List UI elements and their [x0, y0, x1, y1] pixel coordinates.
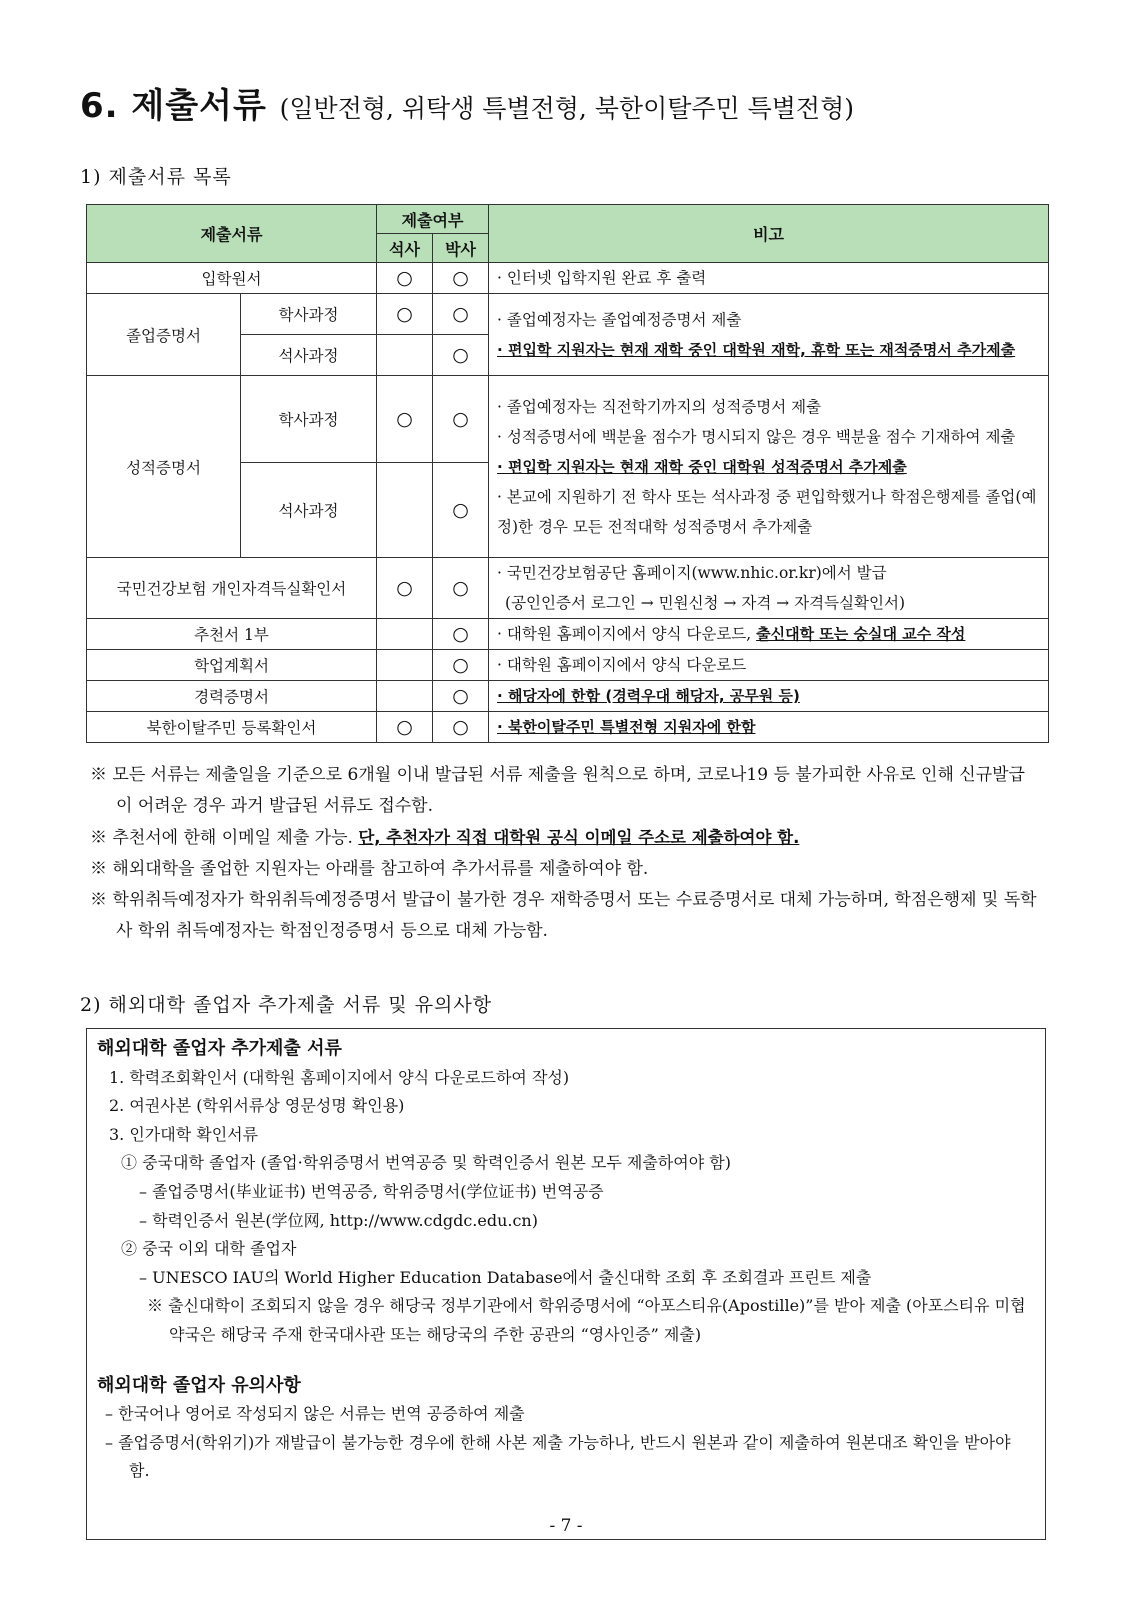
list-item: 2. 여권사본 (학위서류상 영문성명 확인용): [109, 1096, 405, 1116]
check-master: [377, 619, 433, 650]
doc-name: 학업계획서: [87, 650, 377, 681]
doc-name: 성적증명서: [87, 376, 241, 558]
doc-name: 국민건강보험 개인자격득실확인서: [87, 558, 377, 619]
check-master: ○: [377, 712, 433, 743]
notes-list: [90, 760, 1040, 947]
section2-heading: 2) 해외대학 졸업자 추가제출 서류 및 유의사항: [80, 994, 493, 1016]
doc-note: · 국민건강보험공단 홈페이지(www.nhic.or.kr)에서 발급 (공인인증서 로그인 → 민원신청 → 자격 → 자격득실확인서): [489, 558, 1049, 619]
note-item: ※ 해외대학을 졸업한 지원자는 아래를 참고하여 추가서류를 제출하여야 함.: [90, 859, 649, 879]
check-master: [377, 681, 433, 712]
check-doctor: ○: [433, 294, 489, 335]
table-row: [87, 294, 1049, 335]
page-number: - 7 -: [549, 1516, 583, 1536]
check-doctor: ○: [433, 681, 489, 712]
title-sub: (일반전형, 위탁생 특별전형, 북한이탈주민 특별전형): [279, 94, 854, 123]
box-heading-documents: 해외대학 졸업자 추가제출 서류: [97, 1038, 342, 1059]
check-doctor: ○: [433, 335, 489, 376]
note-item: ※ 모든 서류는 제출일을 기준으로 6개월 이내 발급된 서류 제출을 원칙으로 하며, 코로나19 등 불가피한 사유로 인해 신규발급이 어려운 경우 과거 발급된 서류도 접수함.: [90, 765, 1025, 816]
check-doctor: ○: [433, 376, 489, 463]
check-master: [377, 650, 433, 681]
doc-subtype: 석사과정: [241, 335, 377, 376]
check-doctor: ○: [433, 558, 489, 619]
doc-subtype: 학사과정: [241, 294, 377, 335]
note-item: ※ 추천서에 한해 이메일 제출 가능. 단, 추천자가 직접 대학원 공식 이메일 주소로 제출하여야 함.: [90, 828, 800, 848]
doc-name: 졸업증명서: [87, 294, 241, 376]
doc-name: 북한이탈주민 등록확인서: [87, 712, 377, 743]
check-master: ○: [377, 263, 433, 294]
header-submit: 제출여부: [377, 205, 489, 234]
table-row: [87, 619, 1049, 650]
note-item: ※ 학위취득예정자가 학위취득예정증명서 발급이 불가한 경우 재학증명서 또는 수료증명서로 대체 가능하며, 학점은행제 및 독학사 학위 취득예정자는 학점인정증명서 등으로 대체 가능함.: [90, 890, 1037, 941]
section1-heading: 1) 제출서류 목록: [80, 166, 232, 188]
check-doctor: ○: [433, 263, 489, 294]
list-item: – 한국어나 영어로 작성되지 않은 서류는 번역 공증하여 제출: [105, 1404, 525, 1424]
doc-subtype: 학사과정: [241, 376, 377, 463]
table-row: [87, 558, 1049, 619]
overseas-info-box: [86, 1028, 1046, 1540]
doc-subtype: 석사과정: [241, 463, 377, 558]
box-heading-cautions: 해외대학 졸업자 유의사항: [97, 1374, 301, 1396]
doc-note: · 졸업예정자는 졸업예정증명서 제출 · 편입학 지원자는 현재 재학 중인 대학원 재학, 휴학 또는 재적증명서 추가제출: [489, 294, 1049, 376]
doc-name: 입학원서: [87, 263, 377, 294]
title-main: 6. 제출서류: [80, 86, 267, 126]
check-doctor: ○: [433, 463, 489, 558]
doc-note: · 북한이탈주민 특별전형 지원자에 한함: [489, 712, 1049, 743]
list-item: 3. 인가대학 확인서류: [109, 1124, 259, 1144]
list-item: – 졸업증명서(毕业证书) 번역공증, 학위증명서(学位证书) 번역공증: [139, 1181, 604, 1201]
check-doctor: ○: [433, 650, 489, 681]
doc-note: · 대학원 홈페이지에서 양식 다운로드, 출신대학 또는 숭실대 교수 작성: [489, 619, 1049, 650]
table-row: [87, 712, 1049, 743]
check-master: [377, 463, 433, 558]
table-row: [87, 263, 1049, 294]
check-master: ○: [377, 376, 433, 463]
doc-note: · 해당자에 한함 (경력우대 해당자, 공무원 등): [489, 681, 1049, 712]
list-item: 1. 학력조회확인서 (대학원 홈페이지에서 양식 다운로드하여 작성): [109, 1067, 570, 1087]
list-item: – 졸업증명서(학위기)가 재발급이 불가능한 경우에 한해 사본 제출 가능하나, 반드시 원본과 같이 제출하여 원본대조 확인을 받아야 함.: [105, 1432, 1011, 1481]
page-title: [80, 78, 854, 127]
header-master: 석사: [377, 234, 433, 263]
check-doctor: ○: [433, 619, 489, 650]
doc-note: · 인터넷 입학지원 완료 후 출력: [489, 263, 1049, 294]
doc-name: 추천서 1부: [87, 619, 377, 650]
list-item: ※ 출신대학이 조회되지 않을 경우 해당국 정부기관에서 학위증명서에 “아포스티유(Apostille)”를 받아 제출 (아포스티유 미협약국은 해당국 주재 한국대사관 또는 해당국의 주한 공관의 “영사인증” 제출): [147, 1296, 1026, 1344]
header-remarks: 비고: [489, 205, 1049, 263]
table-row: [87, 650, 1049, 681]
table-row: [87, 376, 1049, 463]
check-master: ○: [377, 558, 433, 619]
table-row: [87, 681, 1049, 712]
check-doctor: ○: [433, 712, 489, 743]
header-docs: 제출서류: [87, 205, 377, 263]
documents-table: [86, 204, 1049, 743]
check-master: [377, 335, 433, 376]
list-item: – UNESCO IAU의 World Higher Education Database에서 출신대학 조회 후 조회결과 프린트 제출: [139, 1267, 872, 1287]
header-doctor: 박사: [433, 234, 489, 263]
check-master: ○: [377, 294, 433, 335]
list-item: ② 중국 이외 대학 졸업자: [121, 1239, 297, 1259]
doc-note: · 대학원 홈페이지에서 양식 다운로드: [489, 650, 1049, 681]
list-item: – 학력인증서 원본(学位网, http://www.cdgdc.edu.cn): [139, 1210, 538, 1230]
list-item: ① 중국대학 졸업자 (졸업·학위증명서 번역공증 및 학력인증서 원본 모두 제출하여야 함): [121, 1153, 731, 1173]
doc-note: · 졸업예정자는 직전학기까지의 성적증명서 제출 · 성적증명서에 백분율 점수가 명시되지 않은 경우 백분율 점수 기재하여 제출 · 편입학 지원자는 현재 재학 중인 대학원 성적증명서 추가제출 · 본교에 지원하기 전 학사 또는 석사과정 중 편입학했거나 학점은행제를 졸업(예정)한 경우 모든 전적대학 성적증명서 추가제출: [489, 376, 1049, 558]
doc-name: 경력증명서: [87, 681, 377, 712]
